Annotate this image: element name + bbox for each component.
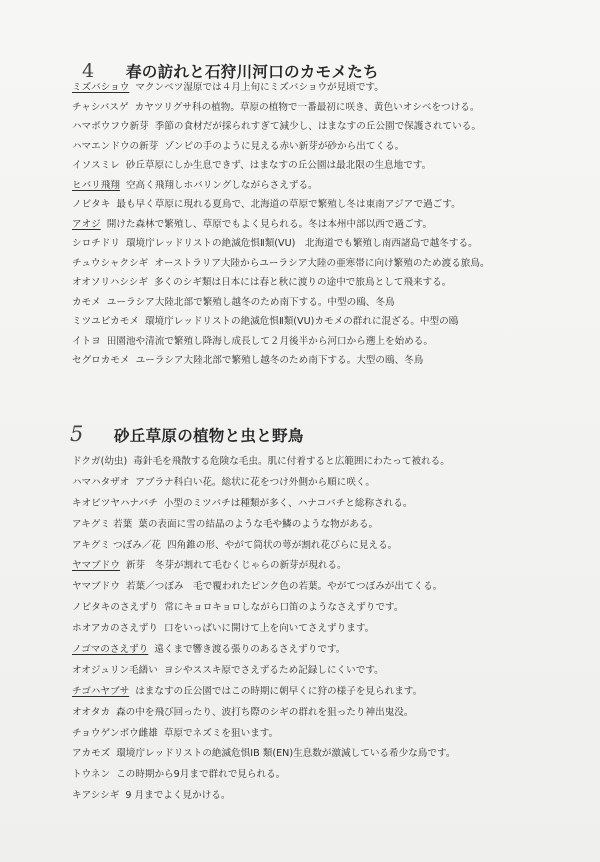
entry-row [72, 273, 592, 293]
entry-name: キオビツヤハナバチ [72, 497, 158, 509]
entry-description: ゾンビの手のように見える赤い新芽が砂から出てくる。 [164, 140, 405, 152]
entry-description: 環境庁レッドリストの絶滅危惧ⅠB 類(EN)生息数が激減している希少な鳥です。 [116, 748, 456, 760]
entry-name: ヤマブドウ [72, 560, 120, 572]
entry-row [72, 156, 592, 176]
entry-name: ハマエンドウの新芽 [72, 140, 159, 152]
entry-description: 遠くまで響き渡る張りのあるさえずりです。 [154, 644, 346, 656]
entry-row [72, 556, 592, 577]
entry-row [72, 452, 592, 473]
section-4-list [72, 78, 592, 371]
entry-name: カモメ [72, 296, 101, 308]
entry-name: ミツユビカモメ [72, 316, 139, 327]
entry-name: シロチドリ [72, 238, 120, 249]
entry-description: ユーラシア大陸北部で繁殖し越冬のため南下する。大型の鴎、冬鳥 [135, 355, 424, 366]
entry-name: チゴハヤブサ [72, 685, 130, 697]
entry-name: ミズバショウ [72, 82, 130, 93]
entry-name: ノゴマのさえずり [72, 644, 149, 656]
entry-row [72, 332, 592, 352]
entry-row [72, 682, 592, 703]
entry-name: イトヨ [72, 335, 101, 347]
entry-row [72, 724, 592, 745]
entry-name: チャシバスゲ [72, 101, 129, 113]
section-4-title: 春の訪れと石狩川河口のカモメたち [126, 63, 379, 81]
section-5-heading [70, 422, 304, 446]
entry-name: ノビタキのさえずり [72, 602, 159, 614]
entry-row [72, 234, 592, 254]
entry-row [72, 293, 592, 313]
entry-description: オーストラリア大陸からユーラシア大陸の亜寒帯に向け繁殖のため渡る旅鳥。 [154, 257, 490, 269]
entry-name: ヤマブドウ [72, 581, 120, 593]
entry-name: アキグミ 若葉 [72, 518, 133, 530]
entry-description: 常にキョロキョロしながら口笛のようなさえずりです。 [164, 602, 404, 614]
entry-row [72, 137, 592, 157]
entry-row [72, 98, 592, 118]
entry-description: 開けた森林で繁殖し、草原でもよく見られる。冬は本州中部以西で過ごす。 [106, 218, 433, 230]
entry-row [72, 661, 592, 682]
entry-row [72, 577, 592, 598]
section-5-title: 砂丘草原の植物と虫と野鳥 [114, 427, 304, 445]
entry-name: オオジュリン毛繕い [72, 664, 158, 676]
entry-description: 環境庁レッドリストの絶滅危惧Ⅱ類(VU)カモメの群れに混ざる。中型の鴎 [144, 316, 459, 327]
entry-description: 毒針毛を飛散する危険な毛虫。肌に付着すると広範囲にわたって被れる。 [133, 456, 450, 467]
entry-name: アキグミ つぼみ／花 [72, 539, 162, 551]
entry-row [72, 786, 592, 807]
entry-description: ユーラシア大陸北部で繁殖し越冬のため南下する。中型の鴎、冬鳥 [106, 296, 395, 308]
entry-name: ヒバリ飛翔 [72, 179, 120, 191]
entry-name: キアシシギ [72, 790, 120, 802]
entry-description: 小型のミツバチは種類が多く、ハナコバチと総称される。 [163, 497, 413, 509]
entry-description: 若葉／つぼみ 毛で覆われたピンク色の若葉。やがてつぼみが出てくる。 [125, 581, 443, 593]
entry-name: アカモズ [72, 748, 111, 760]
entry-name: チョウゲンボウ雌雄 [72, 727, 158, 739]
entry-name: チュウシャクシギ [72, 257, 149, 269]
entry-description: 多くのシギ類は日本には春と秋に渡りの途中で旅鳥として飛来する。 [153, 277, 452, 288]
entry-description: 環境庁レッドリストの絶滅危惧Ⅱ類(VU) 北海道でも繁殖し南西諸島で越冬する。 [125, 238, 478, 249]
entry-row [72, 744, 592, 765]
entry-row [72, 312, 592, 332]
entry-row [72, 117, 592, 137]
entry-description: はまなすの丘公園ではこの時期に朝早くに狩の様子を見られます。 [135, 685, 423, 697]
section-4-number: 4 [82, 60, 95, 82]
entry-description: 葉の表面に雪の結晶のような毛や鱗のような物がある。 [138, 518, 379, 530]
entry-description: 口をいっぱいに開けて上を向いてさえずります。 [163, 623, 375, 635]
entry-description: カヤツリグサ科の植物。草原の植物で一番最初に咲き、黄色いオシベをつける。 [134, 101, 480, 113]
entry-description: 砂丘草原にしか生息できず、はまなすの丘公園は最北限の生息地です。 [125, 160, 432, 171]
section-5-list [72, 452, 592, 807]
entry-row [72, 176, 592, 196]
entry-row [72, 765, 592, 786]
entry-description: マクンベツ湿原では４月上旬にミズバショウが見頃です。 [135, 82, 384, 93]
entry-description: アブラナ科白い花。総状に花をつけ外側から順に咲く。 [135, 476, 375, 488]
entry-name: セグロカモメ [72, 355, 130, 366]
entry-name: トウネン [72, 769, 111, 781]
entry-name: ホオアカのさえずり [72, 623, 158, 635]
entry-name: ハマハタザオ [72, 476, 130, 488]
entry-row [72, 78, 592, 98]
entry-description: 季節の食材だが採られすぎて減少し、はまなすの丘公園で保護されている。 [154, 121, 481, 132]
entry-row [72, 351, 592, 371]
entry-name: オオソリハシシギ [72, 277, 148, 288]
entry-description: 草原でネズミを狙います。 [163, 727, 279, 739]
entry-row [72, 254, 592, 274]
entry-row [72, 703, 592, 724]
entry-row [72, 640, 592, 661]
entry-row [72, 494, 592, 515]
section-5-number: 5 [70, 422, 84, 446]
entry-description: 9 月までよく見かける。 [125, 790, 231, 802]
entry-description: 森の中を飛び回ったり、波打ち際のシギの群れを狙ったり神出鬼没。 [116, 706, 414, 718]
entry-name: ハマボウフウ新芽 [72, 121, 149, 132]
entry-row [72, 195, 592, 215]
entry-row [72, 215, 592, 235]
entry-name: ドクガ(幼虫) [72, 456, 128, 467]
entry-description: ヨシやススキ原でさえずるため記録しにくいです。 [163, 664, 384, 676]
entry-row [72, 473, 592, 494]
entry-row [72, 536, 592, 557]
entry-row [72, 619, 592, 640]
entry-description: 最も早く草原に現れる夏鳥で、北海道の草原で繁殖し冬は東南アジアで過ごす。 [116, 199, 461, 210]
entry-name: イソスミレ [72, 160, 120, 171]
entry-description: 四角錐の形、やがて筒状の萼が割れ花びらに見える。 [167, 539, 398, 551]
entry-name: ノビタキ [72, 199, 111, 210]
entry-description: 新芽 冬芽が割れて毛むくじゃらの新芽が現れる。 [125, 560, 347, 572]
entry-name: アオジ [72, 218, 101, 230]
entry-name: オオタカ [72, 706, 111, 718]
entry-description: 田園池や清流で繁殖し降海し成長して２月後半から河口から遡上を始める。 [106, 335, 433, 347]
entry-row [72, 598, 592, 619]
entry-description: この時期から9月まで群れで見られる。 [116, 769, 286, 781]
entry-row [72, 515, 592, 536]
entry-description: 空高く飛翔しホバリングしながらさえずる。 [125, 179, 318, 191]
